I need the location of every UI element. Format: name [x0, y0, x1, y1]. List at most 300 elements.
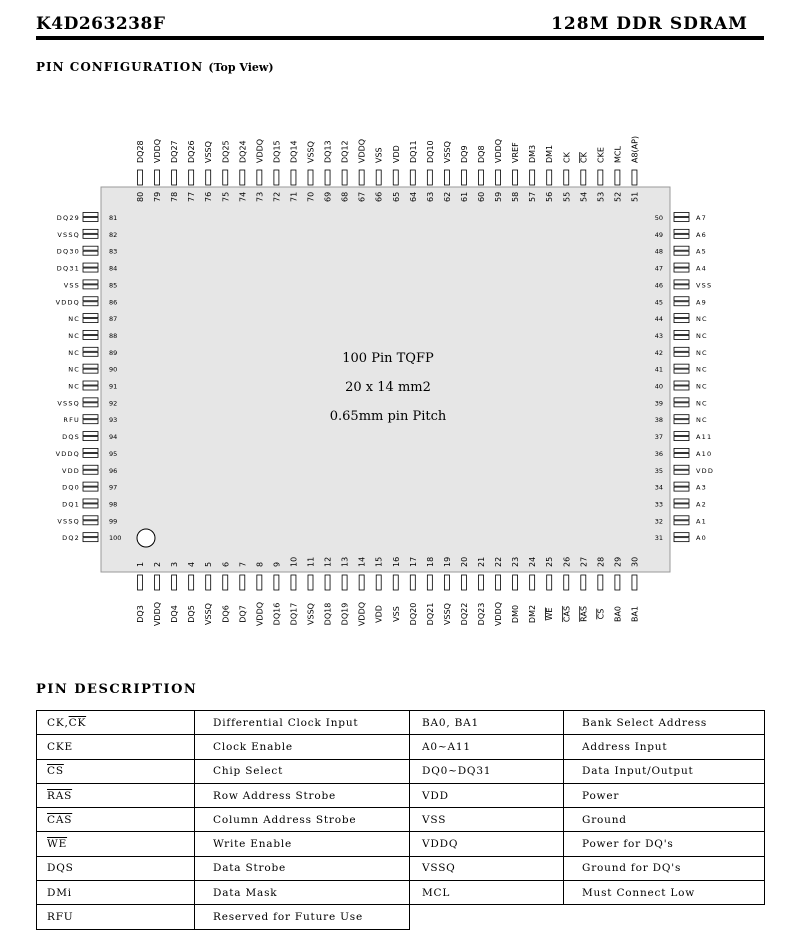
left-pin-name: VDD: [61, 466, 80, 475]
bottom-pin-name: BA1: [630, 605, 640, 623]
bottom-pin-number: 23: [511, 556, 521, 567]
bottom-pin-23-lead: [513, 575, 518, 590]
top-pin-name: DQ15: [272, 140, 282, 163]
right-pin-number: 48: [654, 247, 663, 256]
left-pin-95-lead: [83, 448, 98, 452]
bottom-pin-number: 8: [255, 561, 265, 567]
top-pin-number: 74: [238, 191, 248, 202]
top-pin-69-lead: [325, 170, 330, 185]
top-pin-68-lead: [342, 170, 347, 185]
left-pin-90-lead-edge: [83, 369, 98, 373]
top-pin-number: 60: [477, 191, 486, 202]
bottom-pin-name: VSS: [391, 606, 401, 622]
right-pin-name: NC: [696, 382, 708, 391]
bottom-pin-4-lead: [189, 575, 194, 590]
bottom-pin-name: DQ6: [221, 605, 231, 623]
top-pin-62-lead: [444, 170, 449, 185]
left-pin-96-lead: [83, 465, 98, 469]
bottom-pin-13-lead: [342, 575, 347, 590]
pin-function: Ground: [564, 808, 765, 832]
right-pin-name: NC: [696, 416, 708, 425]
pin-symbol: DQS: [37, 856, 195, 880]
left-pin-name: VSSQ: [57, 517, 80, 526]
top-pin-number: 54: [579, 191, 589, 202]
left-pin-86-lead: [83, 297, 98, 301]
top-pin-55-lead: [564, 170, 569, 185]
bottom-pin-name: DQ19: [340, 602, 350, 626]
top-pin-51-lead: [632, 170, 637, 185]
top-pin-number: 72: [272, 191, 282, 202]
package-type-label: 100 Pin TQFP: [342, 351, 434, 366]
top-pin-76-lead: [206, 170, 211, 185]
left-pin-84-lead-edge: [83, 268, 98, 272]
top-pin-52-lead: [615, 170, 620, 185]
bottom-pin-name: DQ17: [289, 602, 299, 626]
bottom-pin-name: VSSQ: [204, 603, 214, 625]
left-pin-95-lead-edge: [83, 453, 98, 457]
top-pin-78-lead: [172, 170, 177, 185]
right-pin-35-lead-edge: [674, 470, 689, 474]
top-pin-65-lead: [393, 170, 398, 185]
pin-function: Reserved for Future Use: [195, 905, 410, 929]
bottom-pin-11-lead: [308, 575, 313, 590]
left-pin-84-lead: [83, 263, 98, 267]
pin-symbol: $\overline{CS}$: [37, 759, 195, 783]
right-pin-name: A6: [696, 230, 707, 239]
bottom-pin-10-lead: [291, 575, 296, 590]
pin-description-row: [37, 735, 765, 759]
bottom-pin-name: DQ23: [477, 602, 486, 626]
pin-function: Bank Select Address: [564, 711, 765, 735]
bottom-pin-24-lead: [530, 575, 535, 590]
top-pin-number: 56: [545, 191, 555, 202]
bottom-pin-29-lead: [615, 575, 620, 590]
right-pin-number: 46: [654, 281, 663, 290]
pin-symbol: VSSQ: [410, 856, 564, 880]
right-pin-name: NC: [696, 365, 708, 374]
bottom-pin-name: DQ18: [323, 602, 333, 626]
top-pin-70-lead: [308, 170, 313, 185]
right-pin-number: 31: [654, 534, 663, 543]
pin-description-heading: PIN DESCRIPTION: [36, 682, 198, 697]
bottom-pin-number: 30: [630, 556, 640, 567]
top-pin-80-lead: [138, 170, 143, 185]
pin-description-row: [37, 905, 765, 929]
pin-description-row: [37, 832, 765, 856]
bottom-pin-number: 24: [528, 556, 538, 567]
top-pin-name: A8(AP): [630, 135, 640, 163]
pin-symbol: A0~A11: [410, 735, 564, 759]
left-pin-name: NC: [68, 331, 80, 340]
bottom-pin-16-lead: [393, 575, 398, 590]
bottom-pin-name: CS: [596, 608, 606, 620]
left-pin-82-lead: [83, 229, 98, 233]
right-pin-number: 47: [654, 264, 663, 273]
left-pin-99-lead-edge: [83, 521, 98, 525]
top-pin-number: 59: [494, 191, 504, 202]
right-pin-name: A10: [696, 449, 713, 458]
top-pin-number: 75: [221, 191, 231, 202]
pin-symbol: DQ0~DQ31: [410, 759, 564, 783]
top-pin-name: DQ9: [459, 145, 469, 163]
top-pin-name: VDDQ: [494, 138, 504, 163]
top-pin-name: DQ28: [136, 140, 145, 163]
bottom-pin-name: WE: [545, 607, 555, 621]
top-pin-71-lead: [291, 170, 296, 185]
left-pin-81-lead: [83, 213, 98, 217]
right-pin-47-lead-edge: [674, 268, 689, 272]
left-pin-number: 87: [109, 315, 118, 324]
right-pin-number: 34: [654, 483, 663, 492]
left-pin-88-lead: [83, 330, 98, 334]
bottom-pin-18-lead: [427, 575, 432, 590]
pin-symbol: $\overline{RAS}$: [37, 783, 195, 807]
bottom-pin-name: VDD: [374, 605, 384, 623]
bottom-pin-30-lead: [632, 575, 637, 590]
right-pin-name: A2: [696, 500, 707, 509]
bottom-pin-number: 1: [136, 561, 145, 567]
left-pin-83-lead: [83, 246, 98, 250]
bottom-pin-28-lead: [598, 575, 603, 590]
left-pin-name: VSSQ: [57, 399, 80, 408]
right-pin-43-lead: [674, 330, 689, 334]
left-pin-93-lead-edge: [83, 420, 98, 424]
left-pin-89-lead-edge: [83, 352, 98, 356]
right-pin-number: 40: [654, 382, 663, 391]
bottom-pin-26-lead: [564, 575, 569, 590]
pin-function: Data Mask: [195, 881, 410, 905]
left-pin-number: 98: [109, 500, 118, 509]
bottom-pin-21-lead: [479, 575, 484, 590]
top-pin-number: 57: [528, 191, 538, 202]
bottom-pin-number: 4: [187, 561, 197, 567]
right-pin-number: 45: [654, 298, 663, 307]
right-pin-number: 37: [654, 433, 663, 442]
pin-symbol: [410, 905, 564, 929]
pin-symbol: RFU: [37, 905, 195, 929]
top-pin-58-lead: [513, 170, 518, 185]
right-pin-name: VDD: [696, 466, 715, 475]
pin-description-row: [37, 711, 765, 735]
top-pin-number: 69: [323, 191, 333, 202]
right-pin-41-lead-edge: [674, 369, 689, 373]
top-pin-name: DQ12: [340, 140, 350, 163]
top-pin-name: DM1: [545, 144, 555, 163]
right-pin-number: 33: [654, 500, 663, 509]
left-pin-87-lead: [83, 314, 98, 318]
bottom-pin-7-lead: [240, 575, 245, 590]
right-pin-34-lead: [674, 482, 689, 486]
bottom-pin-number: 9: [272, 561, 282, 567]
right-pin-number: 42: [654, 348, 663, 357]
bottom-pin-number: 7: [238, 561, 248, 567]
pin-configuration-title: PIN CONFIGURATION: [36, 60, 204, 74]
right-pin-46-lead-edge: [674, 285, 689, 289]
pin-symbol: MCL: [410, 881, 564, 905]
left-pin-100-lead-edge: [83, 538, 98, 542]
bottom-pin-name: VSSQ: [306, 603, 316, 625]
top-pin-67-lead: [359, 170, 364, 185]
left-pin-87-lead-edge: [83, 319, 98, 323]
left-pin-91-lead: [83, 381, 98, 385]
left-pin-number: 81: [109, 214, 118, 222]
left-pin-number: 85: [109, 281, 118, 290]
pin-symbol: BA0, BA1: [410, 711, 564, 735]
right-pin-number: 49: [654, 230, 663, 239]
top-pin-number: 71: [289, 191, 299, 202]
left-pin-number: 93: [109, 416, 118, 425]
left-pin-name: NC: [68, 382, 80, 391]
pin-symbol: $\overline{CAS}$: [37, 808, 195, 832]
bottom-pin-name: VDDQ: [494, 601, 504, 627]
right-pin-36-lead-edge: [674, 453, 689, 457]
top-pin-60-lead: [479, 170, 484, 185]
bottom-pin-number: 22: [494, 556, 504, 567]
pin-symbol: VDDQ: [410, 832, 564, 856]
bottom-pin-6-lead: [223, 575, 228, 590]
pin-symbol: VSS: [410, 808, 564, 832]
right-pin-number: 43: [654, 331, 663, 340]
right-pin-40-lead: [674, 381, 689, 385]
bottom-pin-number: 2: [153, 561, 163, 567]
top-pin-number: 76: [204, 191, 214, 202]
left-pin-98-lead: [83, 499, 98, 503]
package-size-label: 20 x 14 mm2: [345, 380, 431, 395]
left-pin-94-lead-edge: [83, 437, 98, 441]
bottom-pin-14-lead: [359, 575, 364, 590]
left-pin-92-lead: [83, 398, 98, 402]
top-pin-63-lead: [427, 170, 432, 185]
right-pin-name: A1: [696, 517, 707, 526]
left-pin-85-lead: [83, 280, 98, 284]
right-pin-number: 38: [654, 416, 663, 425]
top-pin-name: VSS: [374, 147, 384, 163]
right-pin-38-lead: [674, 415, 689, 419]
left-pin-name: VSSQ: [57, 230, 80, 239]
right-pin-name: A0: [696, 534, 707, 543]
top-pin-73-lead: [257, 170, 262, 185]
right-pin-number: 50: [654, 214, 663, 222]
top-pin-name: VDDQ: [153, 138, 163, 163]
pin-function: Data Input/Output: [564, 759, 765, 783]
right-pin-name: A3: [696, 483, 707, 492]
right-pin-36-lead: [674, 448, 689, 452]
pin-symbol: $CK,\overline{CK}$: [37, 711, 195, 735]
top-pin-number: 68: [340, 191, 350, 202]
right-pin-31-lead-edge: [674, 538, 689, 542]
right-pin-number: 35: [654, 466, 663, 475]
right-pin-39-lead: [674, 398, 689, 402]
bottom-pin-number: 15: [374, 556, 384, 567]
right-pin-number: 41: [654, 365, 663, 374]
right-pin-45-lead-edge: [674, 302, 689, 306]
bottom-pin-name: VDDQ: [153, 601, 163, 627]
top-pin-72-lead: [274, 170, 279, 185]
bottom-pin-25-lead: [547, 575, 552, 590]
top-pin-number: 62: [442, 191, 452, 202]
top-pin-57-lead: [530, 170, 535, 185]
left-pin-97-lead: [83, 482, 98, 486]
pin-function: Power for DQ's: [564, 832, 765, 856]
bottom-pin-number: 3: [170, 561, 180, 567]
right-pin-49-lead: [674, 229, 689, 233]
top-pin-number: 52: [613, 191, 623, 202]
bottom-pin-name: DQ21: [425, 602, 435, 626]
right-pin-50-lead-edge: [674, 218, 689, 222]
top-pin-name: DQ24: [238, 140, 248, 163]
right-pin-40-lead-edge: [674, 386, 689, 390]
left-pin-number: 86: [109, 298, 118, 307]
left-pin-name: DQ0: [62, 483, 80, 492]
bottom-pin-17-lead: [410, 575, 415, 590]
left-pin-86-lead-edge: [83, 302, 98, 306]
left-pin-number: 100: [109, 534, 122, 543]
left-pin-name: DQ2: [62, 534, 80, 543]
right-pin-50-lead: [674, 213, 689, 217]
right-pin-39-lead-edge: [674, 403, 689, 407]
bottom-pin-number: 12: [323, 556, 333, 567]
pin-function: Column Address Strobe: [195, 808, 410, 832]
left-pin-90-lead: [83, 364, 98, 368]
pin-function: [564, 905, 765, 929]
pin-function: Data Strobe: [195, 856, 410, 880]
bottom-pin-number: 25: [545, 556, 555, 567]
top-pin-name: DQ25: [221, 140, 231, 163]
top-pin-64-lead: [410, 170, 415, 185]
bottom-pin-22-lead: [496, 575, 501, 590]
bottom-pin-name: VDDQ: [357, 601, 367, 627]
bottom-pin-name: DM0: [511, 604, 521, 624]
bottom-pin-name: CAS: [562, 605, 572, 623]
right-pin-name: NC: [696, 315, 708, 324]
left-pin-name: NC: [68, 315, 80, 324]
top-pin-number: 63: [425, 191, 435, 202]
right-pin-name: A5: [696, 247, 707, 256]
right-pin-33-lead-edge: [674, 504, 689, 508]
pin-function: Clock Enable: [195, 735, 410, 759]
bottom-pin-number: 20: [459, 556, 469, 567]
pin-symbol: VDD: [410, 783, 564, 807]
top-pin-75-lead: [223, 170, 228, 185]
left-pin-name: VDDQ: [55, 298, 80, 307]
top-pin-number: 77: [187, 191, 197, 202]
right-pin-name: VSS: [696, 281, 713, 290]
right-pin-name: A9: [696, 298, 707, 307]
pin-function: Chip Select: [195, 759, 410, 783]
right-pin-42-lead-edge: [674, 352, 689, 356]
package-pitch-label: 0.65mm pin Pitch: [329, 409, 447, 424]
pin-symbol: $\overline{WE}$: [37, 832, 195, 856]
top-pin-number: 64: [408, 191, 418, 202]
left-pin-name: NC: [68, 365, 80, 374]
document-part-number: K4D263238F: [36, 14, 166, 34]
top-pin-59-lead: [496, 170, 501, 185]
top-pin-53-lead: [598, 170, 603, 185]
pin-function: Row Address Strobe: [195, 783, 410, 807]
bottom-pin-number: 10: [289, 556, 299, 567]
bottom-pin-number: 16: [391, 556, 401, 567]
left-pin-name: DQ30: [56, 247, 80, 256]
top-pin-name: MCL: [613, 146, 623, 163]
pin-configuration-view: (Top View): [208, 61, 274, 74]
bottom-pin-9-lead: [274, 575, 279, 590]
right-pin-name: A7: [696, 214, 707, 222]
right-pin-name: NC: [696, 348, 708, 357]
pin-description-row: [37, 808, 765, 832]
bottom-pin-name: RAS: [579, 606, 589, 622]
left-pin-number: 95: [109, 449, 118, 458]
right-pin-44-lead-edge: [674, 319, 689, 323]
bottom-pin-number: 5: [204, 561, 214, 567]
bottom-pin-number: 14: [357, 556, 367, 567]
left-pin-number: 82: [109, 230, 118, 239]
top-pin-number: 79: [153, 191, 163, 202]
bottom-pin-3-lead: [172, 575, 177, 590]
left-pin-98-lead-edge: [83, 504, 98, 508]
right-pin-name: A4: [696, 264, 707, 273]
left-pin-93-lead: [83, 415, 98, 419]
bottom-pin-5-lead: [206, 575, 211, 590]
left-pin-91-lead-edge: [83, 386, 98, 390]
right-pin-35-lead: [674, 465, 689, 469]
bottom-pin-1-lead: [138, 575, 143, 590]
bottom-pin-number: 29: [613, 556, 623, 567]
top-pin-number: 65: [391, 191, 401, 202]
pin-function: Ground for DQ's: [564, 856, 765, 880]
bottom-pin-name: VDDQ: [255, 601, 265, 627]
left-pin-name: RFU: [63, 416, 80, 425]
top-pin-number: 66: [374, 191, 384, 202]
right-pin-number: 39: [654, 399, 663, 408]
right-pin-name: NC: [696, 331, 708, 340]
left-pin-81-lead-edge: [83, 218, 98, 222]
right-pin-31-lead: [674, 533, 689, 537]
pin-description-row: [37, 783, 765, 807]
pin-function: Power: [564, 783, 765, 807]
bottom-pin-name: DQ16: [272, 602, 282, 626]
pin-description-row: [37, 856, 765, 880]
bottom-pin-number: 26: [562, 556, 572, 567]
right-pin-32-lead: [674, 516, 689, 520]
top-pin-name: CK: [579, 152, 589, 163]
top-pin-74-lead: [240, 170, 245, 185]
pin-function: Must Connect Low: [564, 881, 765, 905]
right-pin-name: NC: [696, 399, 708, 408]
top-pin-66-lead: [376, 170, 381, 185]
top-pin-name: DM3: [528, 144, 538, 163]
left-pin-number: 89: [109, 348, 118, 357]
bottom-pin-number: 6: [221, 561, 231, 567]
bottom-pin-number: 11: [306, 556, 316, 567]
top-pin-name: DQ26: [187, 140, 197, 163]
right-pin-number: 44: [654, 315, 663, 324]
left-pin-name: NC: [68, 348, 80, 357]
bottom-pin-12-lead: [325, 575, 330, 590]
bottom-pin-number: 17: [408, 556, 418, 567]
bottom-pin-name: BA0: [613, 605, 623, 623]
top-pin-number: 73: [255, 191, 265, 202]
left-pin-number: 83: [109, 247, 118, 256]
top-pin-name: VREF: [511, 142, 521, 163]
left-pin-97-lead-edge: [83, 487, 98, 491]
top-pin-79-lead: [155, 170, 160, 185]
left-pin-number: 99: [109, 517, 118, 526]
top-pin-name: DQ11: [408, 140, 418, 163]
right-pin-34-lead-edge: [674, 487, 689, 491]
left-pin-number: 84: [109, 264, 118, 273]
bottom-pin-27-lead: [581, 575, 586, 590]
top-pin-name: DQ13: [323, 140, 333, 163]
